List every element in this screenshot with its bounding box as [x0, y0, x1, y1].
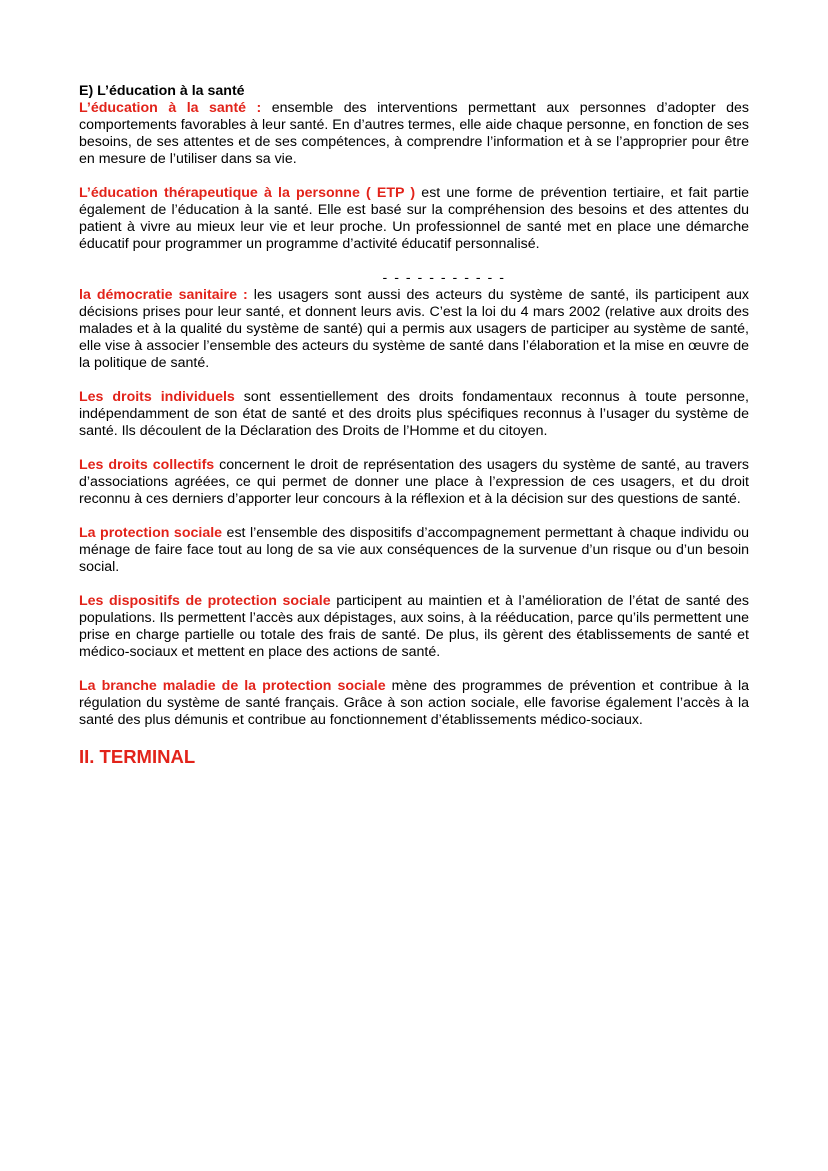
definition-text: est l’ensemble des dispositifs d’accompagnement permettant à chaque individu ou ménage de faire face tout au long de sa vie aux conséquences de la survenue d’un risque ou d’un besoin social. — [79, 525, 749, 575]
paragraph-branche-maladie — [79, 678, 749, 729]
paragraph-democratie-sanitaire — [79, 287, 749, 372]
term-branche-maladie: La branche maladie de la protection sociale — [79, 678, 386, 694]
dashed-separator: - - - - - - - - - - - — [382, 270, 506, 286]
definition-text: participent au maintien et à l’amélioration de l’état de santé des populations. Ils permettent l’accès aux dépistages, aux soins, à la rééducation, parce qu’ils permettent une prise en charge partielle ou totale des frais de santé. De plus, ils gèrent des établissements de santé et médico-sociaux et mettent en place des actions de santé. — [79, 593, 749, 660]
section-heading: E) L’éducation à la santé — [79, 83, 245, 99]
spacer — [79, 372, 749, 389]
paragraph-droits-individuels — [79, 389, 749, 440]
definition-text: mène des programmes de prévention et contribue à la régulation du système de santé français. Grâce à son action sociale, elle favorise également l’accès à la santé des plus démunis et contribue au fonctionnement d’établissements médico-sociaux. — [79, 678, 750, 728]
spacer — [79, 729, 749, 746]
spacer — [79, 576, 749, 593]
spacer — [79, 253, 749, 270]
term-dispositifs-protection-sociale: Les dispositifs de protection sociale — [79, 593, 331, 609]
spacer — [79, 508, 749, 525]
term-droits-collectifs: Les droits collectifs — [79, 457, 215, 473]
spacer — [79, 661, 749, 678]
definition-text: les usagers sont aussi des acteurs du système de santé, ils participent aux décisions prises pour leur santé, et donnent leurs avis. C’est la loi du 4 mars 2002 (relative aux droits des malades et à la qualité du système de santé) qui a permis aux usagers de participer au système de santé, elle vise à associer l’ensemble des acteurs du système de santé dans l’élaboration et la mise en œuvre de la politique de santé. — [79, 287, 750, 371]
paragraph-etp — [79, 185, 749, 253]
definition-text: ensemble des interventions permettant aux personnes d’adopter des comportements favorables à leur santé. En d’autres termes, elle aide chaque personne, en fonction de ses besoins, de ses attentes et de ses compétences, à comprendre l’information et à se l’approprier pour être en mesure de l’utiliser dans sa vie. — [79, 100, 749, 167]
definition-text: concernent le droit de représentation des usagers du système de santé, au travers d’associations agréées, ce qui permet de donner une place à l’expression de ces usagers, et du droit reconnu à ces derniers d’apporter leur concours à la réflexion et à la décision sur des questions de santé. — [79, 457, 749, 507]
paragraph-education-sante — [79, 100, 749, 168]
paragraph-dispositifs-protection-sociale — [79, 593, 749, 661]
document-page — [79, 83, 749, 768]
spacer — [79, 168, 749, 185]
term-democratie-sanitaire: la démocratie sanitaire : — [79, 287, 248, 303]
definition-text: est une forme de prévention tertiaire, et fait partie également de l’éducation à la santé. Elle est basé sur la compréhension des besoins et des attentes du patient à vivre au mieux leur vie et leur proche. Un professionnel de santé met en place une démarche éducatif pour programmer un programme d’activité éducatif personnalisé. — [79, 185, 749, 252]
term-droits-individuels: Les droits individuels — [79, 389, 235, 405]
paragraph-droits-collectifs — [79, 457, 749, 508]
main-heading: II. TERMINAL — [79, 746, 196, 767]
term-education-sante: L’éducation à la santé : — [79, 100, 262, 116]
spacer — [79, 440, 749, 457]
definition-text: sont essentiellement des droits fondamentaux reconnus à toute personne, indépendamment de son état de santé et des droits plus spécifiques reconnus à l’usager du système de santé. Ils découlent de la Déclaration des Droits de l’Homme et du citoyen. — [79, 389, 749, 439]
paragraph-protection-sociale — [79, 525, 749, 576]
term-etp: L’éducation thérapeutique à la personne ( ETP ) — [79, 185, 416, 201]
term-protection-sociale: La protection sociale — [79, 525, 223, 541]
